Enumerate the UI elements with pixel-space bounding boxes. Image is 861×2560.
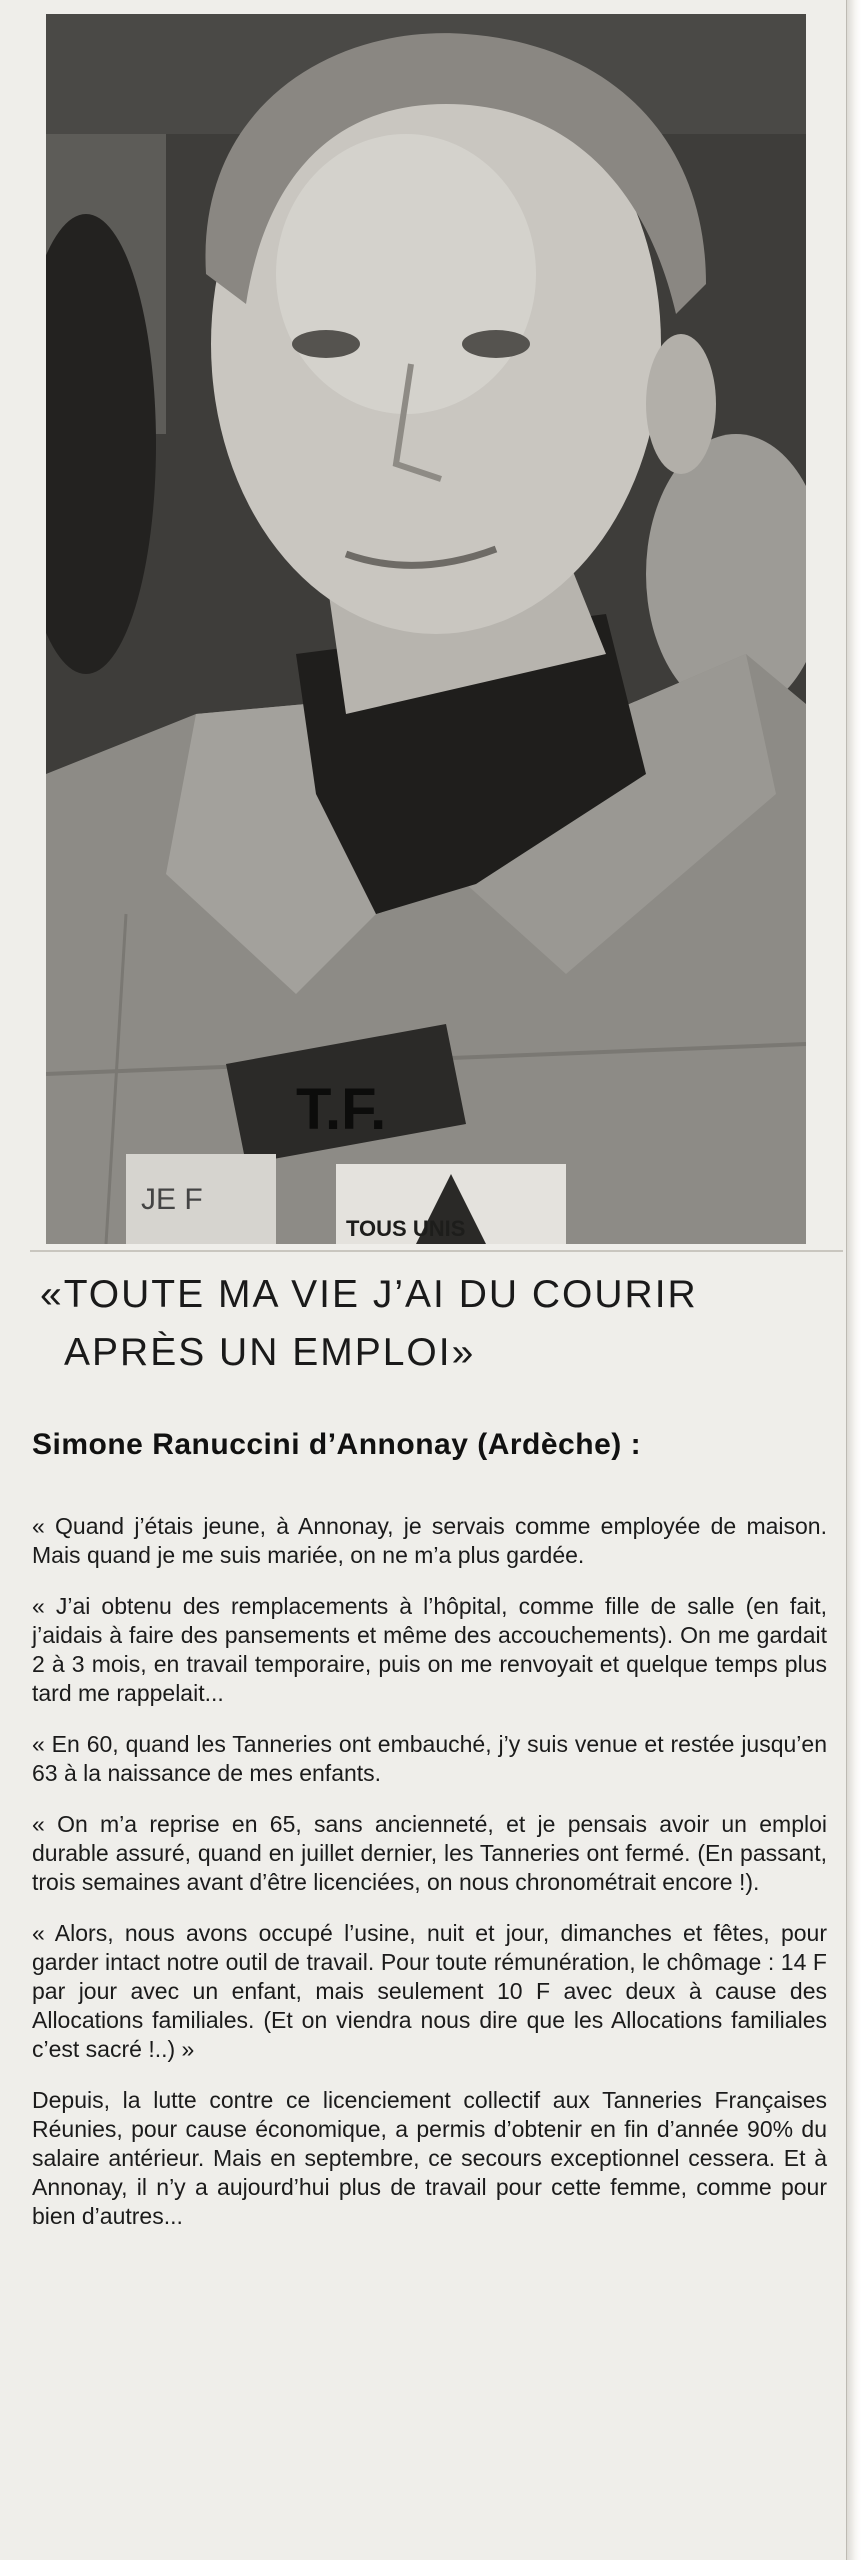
sign-left-text: JE F (141, 1183, 203, 1216)
fold-line (30, 1250, 843, 1252)
paragraph-3: « En 60, quand les Tanneries ont embauché, j’y suis venue et restée jusqu’en 63 à la naissance de mes enfants. (32, 1731, 827, 1786)
headline (40, 1266, 800, 1382)
paragraph-4: « On m’a reprise en 65, sans ancienneté, et je pensais avoir un emploi durable assuré, quand en juillet dernier, les Tanneries ont fermé. (En passant, trois semaines avant d’être licenciées, on nous chronométrait encore !). (32, 1811, 827, 1895)
article-body (32, 1512, 827, 2253)
badge-text: T.F. (296, 1077, 387, 1142)
portrait-illustration (46, 14, 806, 1244)
portrait-photo (46, 14, 806, 1244)
sign-right-text: TOUS UNIS (346, 1216, 466, 1241)
paragraph-6: Depuis, la lutte contre ce licenciement collectif aux Tanneries Françaises Réunies, pour cause économique, a permis d’obtenir en fin d’année 90% du salaire antérieur. Mais en septembre, ce secours exceptionnel cessera. Et à Annonay, il n’y a aujourd’hui plus de travail pour cette femme, comme pour bien d’autres... (32, 2087, 827, 2229)
paper-edge (846, 0, 861, 2560)
paragraph-5: « Alors, nous avons occupé l’usine, nuit et jour, dimanches et fêtes, pour garder intact notre outil de travail. Pour toute rémunération, le chômage : 14 F par jour avec un enfant, mais seulement 10 F avec deux à cause des Allocations familiales. (Et on viendra nous dire que les Allocations familiales c’est sacré !..) » (32, 1920, 827, 2062)
headline-line-2: APRÈS UN EMPLOI» (64, 1331, 476, 1374)
paragraph-1: « Quand j’étais jeune, à Annonay, je servais comme employée de maison. Mais quand je me suis mariée, on ne m’a plus gardée. (32, 1513, 827, 1568)
byline: Simone Ranuccini d’Annonay (Ardèche) : (32, 1428, 642, 1461)
headline-line-1: «TOUTE MA VIE J’AI DU COURIR (40, 1273, 698, 1316)
paragraph-2: « J’ai obtenu des remplacements à l’hôpital, comme fille de salle (en fait, j’aidais à faire des pansements et même des accouchements). On me gardait 2 à 3 mois, en travail temporaire, puis on me renvoyait et quelque temps plus tard me rappelait... (32, 1593, 827, 1706)
